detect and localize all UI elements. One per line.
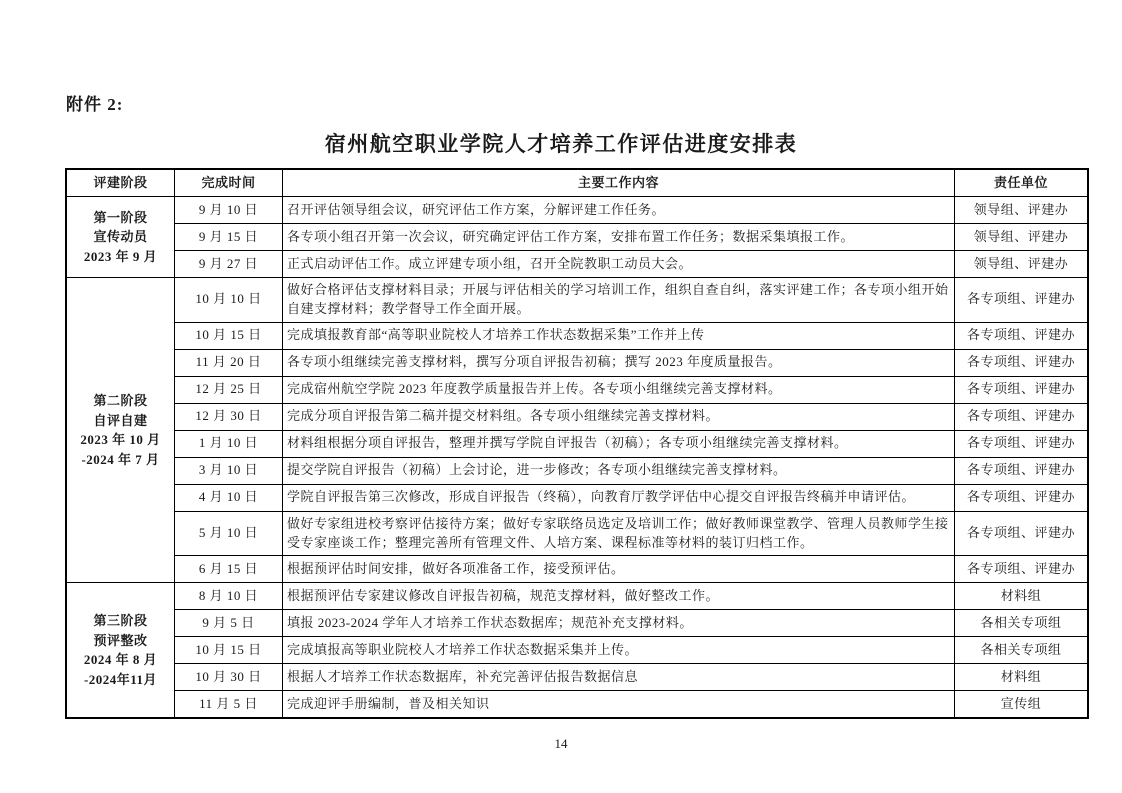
table-row — [66, 322, 1088, 349]
date-cell: 5 月 10 日 — [175, 511, 283, 556]
stage-line: 2024 年 8 月 — [83, 652, 158, 668]
schedule-table — [65, 168, 1089, 719]
table-header — [66, 169, 1088, 197]
date-cell: 9 月 27 日 — [175, 251, 283, 278]
date-cell: 11 月 5 日 — [175, 691, 283, 719]
content-cell: 学院自评报告第三次修改，形成自评报告（终稿），向教育厅教学评估中心提交自评报告终稿并申请评估。 — [283, 484, 955, 511]
date-cell: 3 月 10 日 — [175, 457, 283, 484]
header-content: 主要工作内容 — [283, 169, 955, 197]
stage-line: 第一阶段 — [93, 209, 148, 225]
table-row — [66, 403, 1088, 430]
table-row — [66, 484, 1088, 511]
unit-cell: 各相关专项组 — [955, 637, 1089, 664]
table-row — [66, 691, 1088, 719]
stage-line: 第三阶段 — [93, 613, 148, 629]
stage-line: 预评整改 — [93, 632, 148, 648]
table-row — [66, 376, 1088, 403]
date-cell: 11 月 20 日 — [175, 349, 283, 376]
date-cell: 10 月 15 日 — [175, 322, 283, 349]
date-cell: 6 月 15 日 — [175, 556, 283, 583]
stage-cell — [66, 583, 175, 719]
content-cell: 做好专家组进校考察评估接待方案；做好专家联络员选定及培训工作；做好教师课堂教学、管理人员教师学生接受专家座谈工作；整理完善所有管理文件、人培方案、课程标准等材料的装订归档工作。 — [283, 511, 955, 556]
date-cell: 10 月 15 日 — [175, 637, 283, 664]
date-cell: 12 月 25 日 — [175, 376, 283, 403]
stage-line: -2024年11月 — [83, 671, 158, 687]
date-cell: 10 月 10 日 — [175, 278, 283, 323]
header-unit: 责任单位 — [955, 169, 1089, 197]
table-row — [66, 430, 1088, 457]
table-row — [66, 610, 1088, 637]
unit-cell: 材料组 — [955, 583, 1089, 610]
stage-cell — [66, 197, 175, 278]
content-cell: 正式启动评估工作。成立评建专项小组，召开全院教职工动员大会。 — [283, 251, 955, 278]
stage-line: 宣传动员 — [93, 229, 148, 245]
page-number: 14 — [554, 736, 568, 751]
unit-cell: 宣传组 — [955, 691, 1089, 719]
stage-line: 2023 年 9 月 — [83, 248, 158, 264]
table-row — [66, 251, 1088, 278]
table-row — [66, 224, 1088, 251]
unit-cell: 各专项组、评建办 — [955, 322, 1089, 349]
unit-cell: 各专项组、评建办 — [955, 349, 1089, 376]
content-cell: 完成填报高等职业院校人才培养工作状态数据采集并上传。 — [283, 637, 955, 664]
unit-cell: 各专项组、评建办 — [955, 511, 1089, 556]
stage-line: 2023 年 10 月 — [80, 432, 161, 448]
unit-cell: 各专项组、评建办 — [955, 457, 1089, 484]
attachment-label: 附件 2: — [66, 95, 124, 114]
table-row — [66, 278, 1088, 323]
date-cell: 4 月 10 日 — [175, 484, 283, 511]
date-cell: 10 月 30 日 — [175, 664, 283, 691]
date-cell: 9 月 10 日 — [175, 197, 283, 224]
date-cell: 9 月 15 日 — [175, 224, 283, 251]
page-title: 宿州航空职业学院人才培养工作评估进度安排表 — [324, 132, 798, 156]
table-row — [66, 664, 1088, 691]
table-body — [66, 197, 1088, 719]
stage-line: 自评自建 — [93, 412, 148, 428]
unit-cell: 材料组 — [955, 664, 1089, 691]
content-cell: 完成宿州航空学院 2023 年度教学质量报告并上传。各专项小组继续完善支撑材料。 — [283, 376, 955, 403]
content-cell: 完成迎评手册编制，普及相关知识 — [283, 691, 955, 719]
unit-cell: 各专项组、评建办 — [955, 484, 1089, 511]
unit-cell: 各专项组、评建办 — [955, 278, 1089, 323]
date-cell: 12 月 30 日 — [175, 403, 283, 430]
table-row — [66, 197, 1088, 224]
header-date: 完成时间 — [175, 169, 283, 197]
content-cell: 根据预评估时间安排，做好各项准备工作，接受预评估。 — [283, 556, 955, 583]
date-cell: 1 月 10 日 — [175, 430, 283, 457]
date-cell: 9 月 5 日 — [175, 610, 283, 637]
table-row — [66, 583, 1088, 610]
unit-cell: 领导组、评建办 — [955, 224, 1089, 251]
unit-cell: 各相关专项组 — [955, 610, 1089, 637]
unit-cell: 各专项组、评建办 — [955, 430, 1089, 457]
table-row — [66, 556, 1088, 583]
header-row — [66, 169, 1088, 197]
table-row — [66, 511, 1088, 556]
unit-cell: 领导组、评建办 — [955, 197, 1089, 224]
content-cell: 填报 2023-2024 学年人才培养工作状态数据库；规范补充支撑材料。 — [283, 610, 955, 637]
stage-line: -2024 年 7 月 — [81, 451, 160, 467]
unit-cell: 各专项组、评建办 — [955, 376, 1089, 403]
table-row — [66, 637, 1088, 664]
content-cell: 提交学院自评报告（初稿）上会讨论，进一步修改；各专项小组继续完善支撑材料。 — [283, 457, 955, 484]
content-cell: 做好合格评估支撑材料目录；开展与评估相关的学习培训工作，组织自查自纠，落实评建工作；各专项小组开始自建支撑材料；教学督导工作全面开展。 — [283, 278, 955, 323]
content-cell: 材料组根据分项自评报告，整理并撰写学院自评报告（初稿）；各专项小组继续完善支撑材料。 — [283, 430, 955, 457]
unit-cell: 各专项组、评建办 — [955, 556, 1089, 583]
content-cell: 召开评估领导组会议，研究评估工作方案，分解评建工作任务。 — [283, 197, 955, 224]
content-cell: 根据预评估专家建议修改自评报告初稿，规范支撑材料，做好整改工作。 — [283, 583, 955, 610]
stage-line: 第二阶段 — [93, 393, 148, 409]
unit-cell: 领导组、评建办 — [955, 251, 1089, 278]
content-cell: 各专项小组继续完善支撑材料，撰写分项自评报告初稿；撰写 2023 年度质量报告。 — [283, 349, 955, 376]
table-row — [66, 457, 1088, 484]
stage-cell — [66, 278, 175, 583]
content-cell: 各专项小组召开第一次会议，研究确定评估工作方案，安排布置工作任务；数据采集填报工作。 — [283, 224, 955, 251]
content-cell: 完成分项自评报告第二稿并提交材料组。各专项小组继续完善支撑材料。 — [283, 403, 955, 430]
unit-cell: 各专项组、评建办 — [955, 403, 1089, 430]
content-cell: 根据人才培养工作状态数据库，补充完善评估报告数据信息 — [283, 664, 955, 691]
date-cell: 8 月 10 日 — [175, 583, 283, 610]
table-row — [66, 349, 1088, 376]
content-cell: 完成填报教育部“高等职业院校人才培养工作状态数据采集”工作并上传 — [283, 322, 955, 349]
header-stage: 评建阶段 — [66, 169, 175, 197]
